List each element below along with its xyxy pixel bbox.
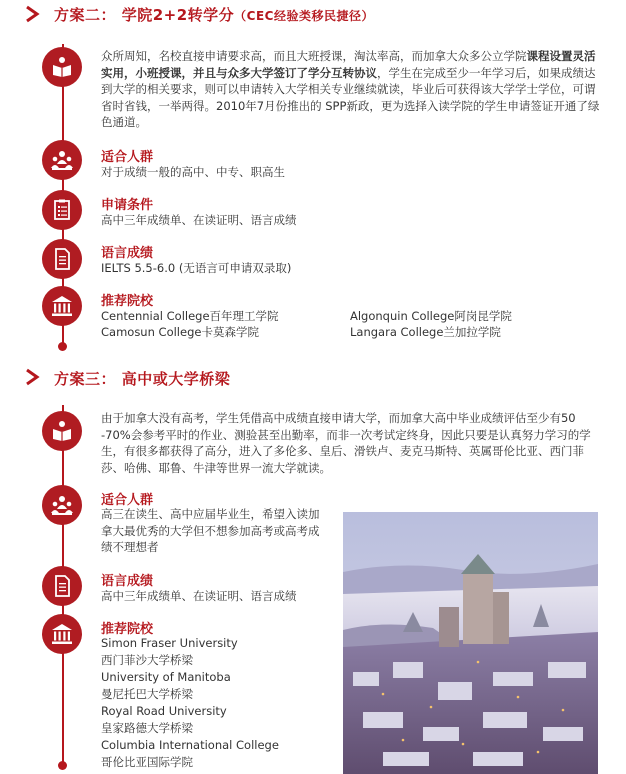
plan3-language-text: 高中三年成绩单、在读证明、语言成绩: [101, 589, 297, 603]
school-item: Simon Fraser University: [101, 636, 238, 650]
checklist-icon: [42, 190, 82, 230]
group-icon: [42, 140, 82, 180]
document-icon: [42, 566, 82, 606]
city-winter-photo: [343, 512, 598, 774]
plan3-title: 方案三： 高中或大学桥梁: [54, 370, 231, 388]
institution-icon: [42, 614, 82, 654]
school-item: Columbia International College: [101, 738, 279, 752]
document-icon: [42, 239, 82, 279]
plan3-schools-label: 推荐院校: [101, 622, 154, 637]
school-item: 曼尼托巴大学桥梁: [101, 687, 193, 701]
plan2-requirements-text: 高中三年成绩单、在读证明、语言成绩: [101, 213, 297, 227]
plan2-requirements-label: 申请条件: [101, 198, 154, 213]
school-item: Langara College兰加拉学院: [350, 325, 501, 339]
school-item: 西门菲沙大学桥梁: [101, 653, 193, 667]
timeline-end-dot: [58, 761, 67, 770]
reading-icon: [42, 47, 82, 87]
school-item: University of Manitoba: [101, 670, 231, 684]
plan2-title: 方案二： 学院2+2转学分（CEC经验类移民捷径）: [54, 6, 374, 24]
plan2-audience-label: 适合人群: [101, 150, 154, 165]
plan3-intro: 由于加拿大没有高考，学生凭借高中成绩直接申请大学，而加拿大高中毕业成绩评估至少有50 -70%会参考平时的作业、测验甚至出勤率，而非一次考试定终身，因此只要是认真努力学习的学生，有很多都获得了高分，进入了多伦多、皇后、滑铁卢、麦克马斯特、英属哥伦比亚、西门菲莎、哈佛、耶鲁、牛津等世界一流大学就读。: [101, 411, 591, 475]
school-item: Centennial College百年理工学院: [101, 309, 279, 323]
chevron-right-icon: [25, 368, 41, 386]
school-item: Royal Road University: [101, 704, 227, 718]
plan2-schools-label: 推荐院校: [101, 294, 154, 309]
plan3-language-label: 语言成绩: [101, 574, 154, 589]
chevron-right-icon: [25, 5, 41, 23]
plan2-language-label: 语言成绩: [101, 246, 154, 261]
plan2-intro: 众所周知，名校直接申请要求高，而且大班授课，淘汰率高，而加拿大众多公立学院课程设置灵活实用，小班授课，并且与众多大学签订了学分互转协议，学生在完成至少一年学习后，如果成绩达到大学的相关要求，则可以申请转入大学相关专业继续就读，毕业后可获得该大学学士学位，可谓省时省钱，一举两得。2010年7月份推出的 SPP新政，更为选择入读学院的学生申请签证开通了绿色通道。: [101, 49, 600, 129]
school-item: Algonquin College阿岗昆学院: [350, 309, 512, 323]
reading-icon: [42, 411, 82, 451]
plan2-language-text: IELTS 5.5-6.0 (无语言可申请双录取): [101, 261, 292, 275]
school-item: 皇家路德大学桥梁: [101, 721, 193, 735]
plan3-audience-text: 高三在读生、高中应届毕业生，希望入读加拿大最优秀的大学但不想参加高考或高考成绩不理想者: [101, 507, 320, 554]
institution-icon: [42, 286, 82, 326]
group-icon: [42, 485, 82, 525]
plan2-audience-text: 对于成绩一般的高中、中专、职高生: [101, 165, 285, 179]
plan3-audience-label: 适合人群: [101, 493, 154, 508]
timeline-end-dot: [58, 342, 67, 351]
school-item: 哥伦比亚国际学院: [101, 755, 193, 769]
school-item: Camosun College卡莫森学院: [101, 325, 259, 339]
